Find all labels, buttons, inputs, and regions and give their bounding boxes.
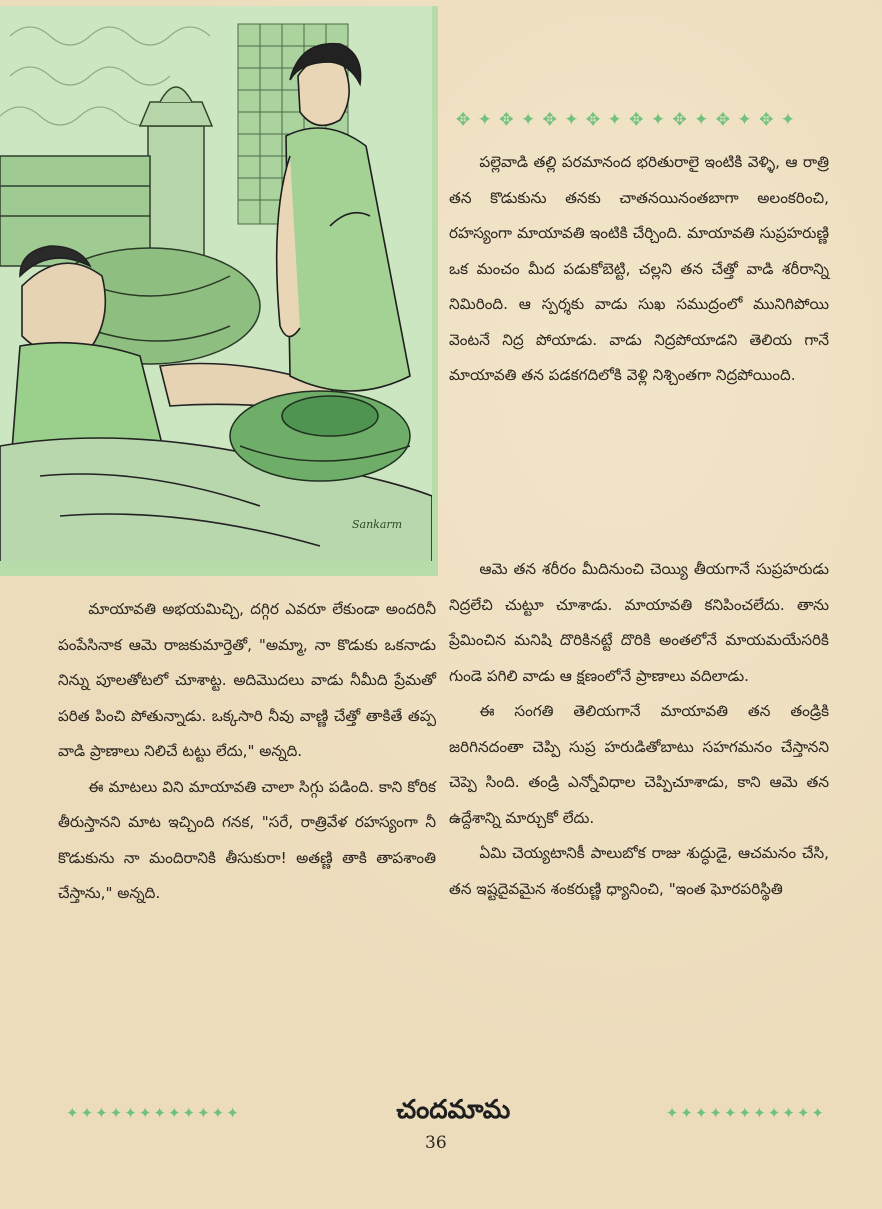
story-text-right-top bbox=[449, 145, 829, 394]
ornamental-band: ✥ ✦ ✥ ✦ ✥ ✦ ✥ ✦ ✥ ✦ ✥ ✦ ✥ ✦ ✥ ✦ bbox=[456, 110, 796, 130]
footer-ornament-right: ✦✦✦✦✦✦✦✦✦✦✦ bbox=[665, 1104, 826, 1122]
paragraph: పల్లెవాడి తల్లి పరమానంద భరితురాలై ఇంటికి వెళ్ళి, ఆ రాత్రి తన కొడుకును తనకు చాతనయినంతబాగా అలంకరించి, రహస్యంగా మాయావతి ఇంటికి చేర్చింది. మాయావతి సుప్రహరుణ్ణి ఒక మంచం మీద పడుకోబెట్టి, చల్లని తన చేత్తో వాడి శరీరాన్ని నిమిరింది. ఆ స్పర్శకు వాడు సుఖ సముద్రంలో మునిగిపోయి వెంటనే నిద్ర పోయాడు. వాడు నిద్రపోయాడని తెలియ గానే మాయావతి తన పడకగదిలోకి వెళ్లి నిశ్చింతగా నిద్రపోయింది. bbox=[449, 153, 829, 384]
paragraph: ఏమి చెయ్యటానికీ పాలుబోక రాజు శుద్ధుడై, ఆచమనం చేసి, తన ఇష్టదైవమైన శంకరుణ్ణి ధ్యానించి, "ఇంత ఘోరపరిస్థితి bbox=[449, 844, 829, 898]
artist-signature: Sankarm bbox=[352, 518, 403, 531]
magazine-title: చందమామ bbox=[396, 1095, 511, 1125]
story-text-right-bottom bbox=[449, 552, 829, 907]
story-illustration bbox=[0, 6, 438, 576]
paragraph: ఈ మాటలు విని మాయావతి చాలా సిగ్గు పడింది. కాని కోరిక తీరుస్తానని మాట ఇచ్చింది గనక, "సరే, రాత్రివేళ రహస్యంగా నీ కొడుకును నా మందిరానికి తీసుకురా! అతణ్ణి తాకి తాపశాంతి చేస్తాను," అన్నది. bbox=[58, 777, 436, 902]
story-text-left bbox=[58, 592, 436, 912]
footer-ornament-left: ✦✦✦✦✦✦✦✦✦✦✦✦ bbox=[66, 1104, 241, 1122]
page-number: 36 bbox=[425, 1133, 447, 1153]
paragraph: ఈ సంగతి తెలియగానే మాయావతి తన తండ్రికి జరిగినదంతా చెప్పి సుప్ర హరుడితోబాటు సహగమనం చేస్తానని చెప్పె సింది. తండ్రి ఎన్నోవిధాల చెప్పిచూశాడు, కాని ఆమె తన ఉద్దేశాన్ని మార్చుకో లేదు. bbox=[449, 702, 829, 827]
page-footer bbox=[66, 1095, 826, 1128]
illustration-drawing bbox=[0, 6, 432, 576]
paragraph: ఆమె తన శరీరం మీదినుంచి చెయ్యి తీయగానే సుప్రహరుడు నిద్రలేచి చుట్టూ చూశాడు. మాయావతి కనిపించలేదు. తాను ప్రేమించిన మనిషి దొరికినట్టే దొరికి అంతలోనే మాయమయేసరికి గుండె పగిలి వాడు ఆ క్షణంలోనే ప్రాణాలు వదిలాడు. bbox=[449, 560, 829, 685]
paragraph: మాయావతి అభయమిచ్చి, దగ్గిర ఎవరూ లేకుండా అందరినీ పంపేసినాక ఆమె రాజకుమార్తెతో, "అమ్మా, నా కొడుకు ఒకనాడు నిన్ను పూలతోటలో చూశాట్ట. అదిమొదలు వాడు నీమీది ప్రేమతో పరిత పించి పోతున్నాడు. ఒక్కసారి నీవు వాణ్ణి చేత్తో తాకితే తప్ప వాడి ప్రాణాలు నిలిచే టట్టు లేదు," అన్నది. bbox=[58, 600, 436, 760]
